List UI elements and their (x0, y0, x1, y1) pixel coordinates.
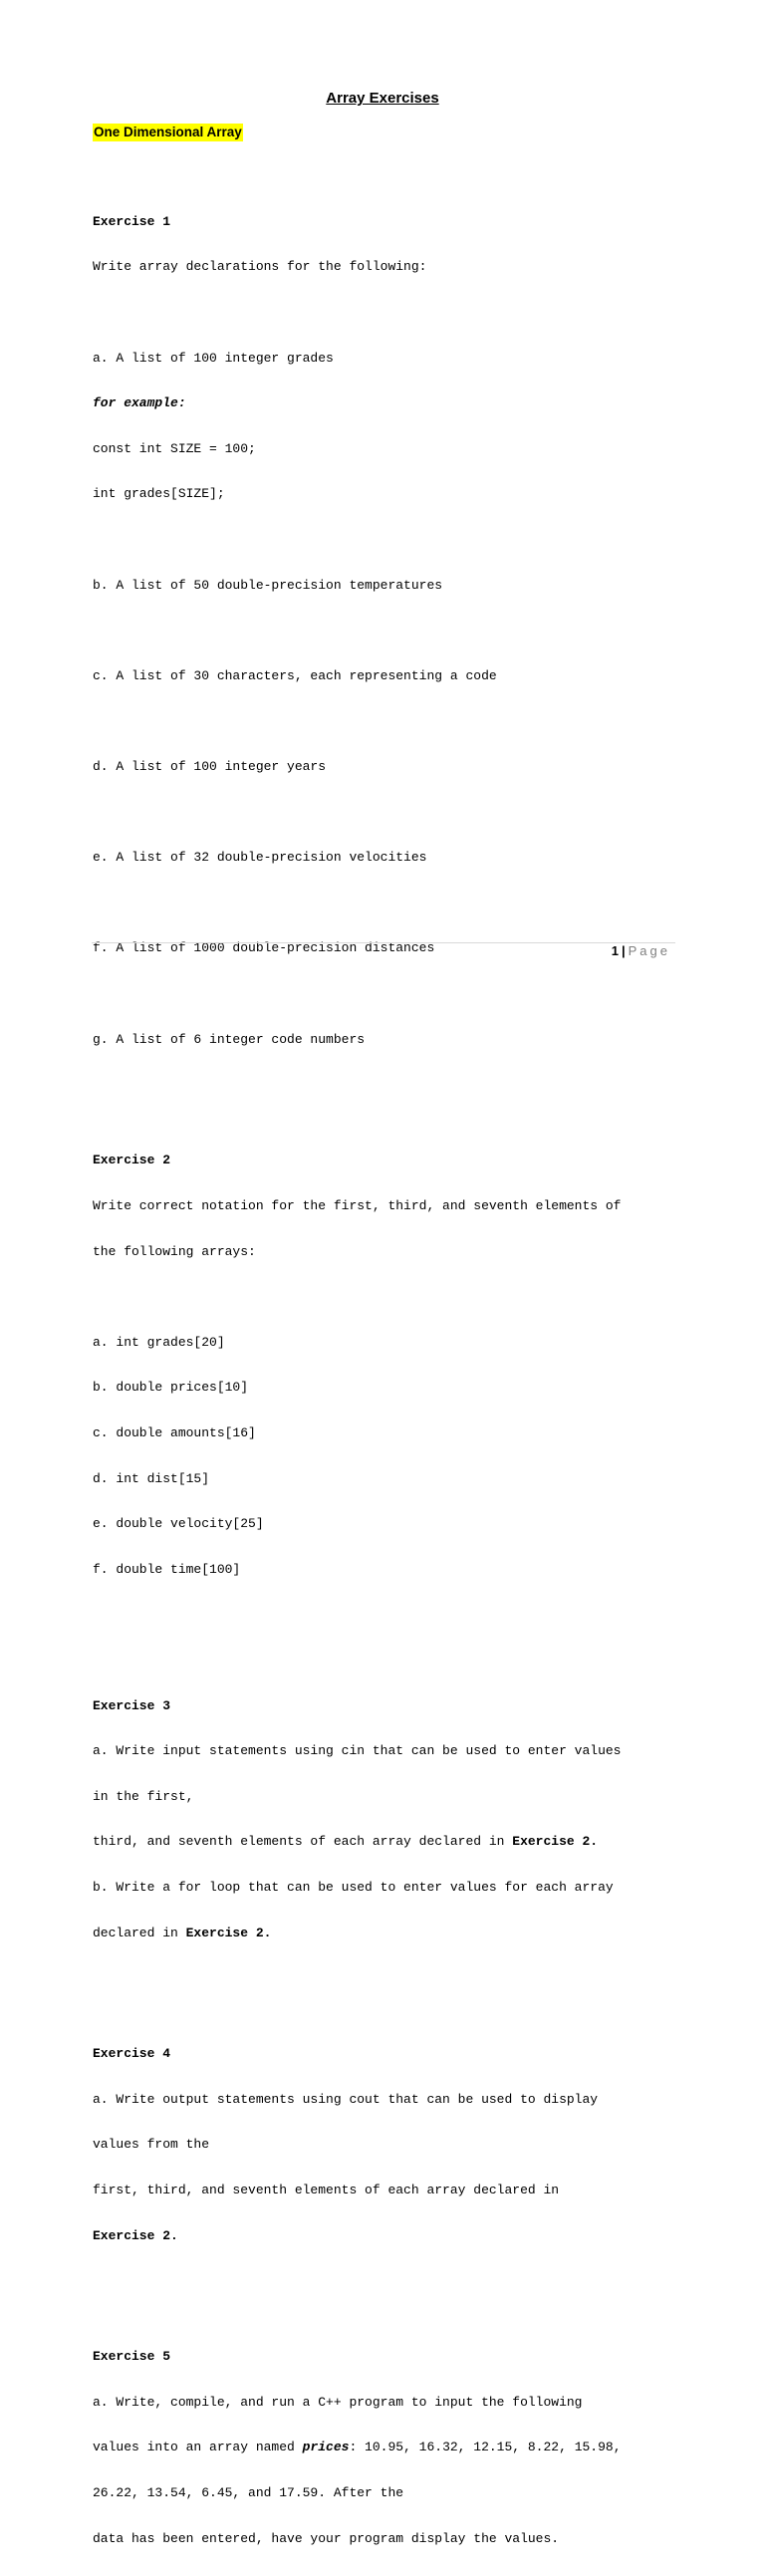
exercise-5-line-4: data has been entered, have your program display the values. (93, 2530, 560, 2546)
page-footer (612, 943, 670, 958)
exercise-3-line-4: b. Write a for loop that can be used to enter values for each array (93, 1880, 614, 1895)
document-title: Array Exercises (326, 90, 439, 107)
exercise-2-intro-2: the following arrays: (93, 1243, 256, 1259)
exercise-reference: Exercise 2. (185, 1925, 272, 1940)
section-heading: One Dimensional Array (94, 125, 242, 139)
exercise-1-item-b: b. A list of 50 double-precision temperatures (93, 577, 443, 593)
exercise-3-line-1: a. Write input statements using cin that can be used to enter values (93, 1743, 622, 1759)
footer-divider (92, 942, 675, 943)
exercise-4-line-2: values from the (93, 2137, 210, 2153)
code-line-2: int grades[SIZE]; (93, 486, 225, 502)
exercise-3-heading: Exercise 3 (93, 1697, 171, 1713)
page-number: 1 (611, 943, 619, 958)
exercise-1-item-g: g. A list of 6 integer code numbers (93, 1031, 366, 1047)
exercise-2-item: e. double velocity[25] (93, 1516, 264, 1532)
exercise-1-item-e: e. A list of 32 double-precision velocities (93, 850, 427, 866)
document-body (93, 153, 680, 2576)
exercise-2-heading: Exercise 2 (93, 1153, 171, 1168)
exercise-5-line-2 (93, 2440, 680, 2454)
example-label: for example: (93, 395, 186, 411)
exercise-4-line-1: a. Write output statements using cout that can be used to display (93, 2091, 599, 2107)
exercise-2-item: b. double prices[10] (93, 1380, 249, 1396)
exercise-5-line-3: 26.22, 13.54, 6.45, and 17.59. After the (93, 2485, 404, 2501)
exercise-2-item: c. double amounts[16] (93, 1424, 256, 1440)
array-name: prices (302, 2440, 350, 2455)
exercise-4-heading: Exercise 4 (93, 2046, 171, 2062)
exercise-5-heading: Exercise 5 (93, 2349, 171, 2365)
exercise-3-line-5-text: declared in (93, 1925, 186, 1940)
exercise-5-line-2-text: values into an array named (93, 2440, 303, 2455)
page-label: Page (628, 943, 670, 958)
exercise-5-line-1: a. Write, compile, and run a C++ program to input the following (93, 2394, 583, 2410)
exercise-2-item: f. double time[100] (93, 1561, 241, 1577)
exercise-5-values: : 10.95, 16.32, 12.15, 8.22, 15.98, (349, 2440, 622, 2455)
exercise-3-line-5 (93, 1926, 680, 1940)
exercise-3-line-2: in the first, (93, 1788, 194, 1804)
exercise-2-intro-1: Write correct notation for the first, third, and seventh elements of (93, 1197, 622, 1213)
footer-separator: | (621, 943, 626, 958)
exercise-4-line-3: first, third, and seventh elements of each array declared in (93, 2183, 560, 2198)
exercise-2-item: d. int dist[15] (93, 1470, 210, 1486)
exercise-1-heading: Exercise 1 (93, 213, 171, 229)
exercise-1-item-f: f. A list of 1000 double-precision distances (93, 940, 435, 956)
code-line-1: const int SIZE = 100; (93, 440, 256, 456)
exercise-1-item-a: a. A list of 100 integer grades (93, 350, 334, 366)
exercise-reference: Exercise 2. (93, 2227, 178, 2243)
exercise-3-line-3-text: third, and seventh elements of each array declared in (93, 1834, 513, 1850)
exercise-1-item-c: c. A list of 30 characters, each representing a code (93, 667, 497, 683)
exercise-1-intro: Write array declarations for the following: (93, 259, 427, 275)
exercise-3-line-3 (93, 1834, 680, 1849)
exercise-reference: Exercise 2. (512, 1834, 599, 1850)
exercise-1-item-d: d. A list of 100 integer years (93, 759, 327, 775)
exercise-2-item: a. int grades[20] (93, 1334, 225, 1350)
